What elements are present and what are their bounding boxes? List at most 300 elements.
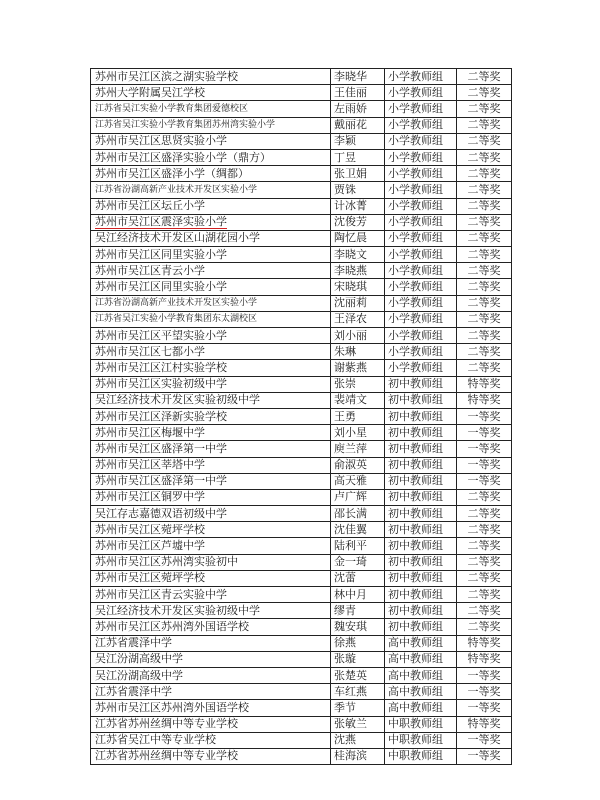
cell-group [385,360,457,376]
name-text: 戴丽花 [334,118,367,132]
table-row [91,182,512,198]
cell-award [457,311,512,327]
cell-group [385,376,457,392]
cell-award [457,441,512,457]
name-text: 金一琦 [334,555,367,569]
cell-school [91,85,331,101]
cell-award [457,425,512,441]
award-text: 特等奖 [467,636,501,650]
group-text: 小学教师组 [388,360,443,374]
cell-name [331,635,385,651]
cell-award [457,392,512,408]
cell-school [91,684,331,700]
award-text: 特等奖 [467,377,501,391]
cell-group [385,441,457,457]
award-text: 二等奖 [467,539,501,553]
cell-name [331,392,385,408]
group-text: 高中教师组 [388,636,443,650]
table-row [91,554,512,570]
name-text: 庾兰萍 [334,441,367,455]
school-text: 苏州市吴江区实验初级中学 [95,377,227,391]
table-row [91,263,512,279]
group-text: 小学教师组 [388,231,443,245]
cell-name [331,473,385,489]
cell-award [457,85,512,101]
cell-group [385,425,457,441]
name-text: 陆利平 [334,539,367,553]
school-text: 吴江存志嘉德双语初级中学 [95,506,227,520]
cell-name [331,554,385,570]
cell-award [457,263,512,279]
cell-award [457,603,512,619]
school-text: 吴江汾湖高级中学 [95,652,183,666]
cell-school [91,716,331,732]
cell-school [91,69,331,85]
cell-school [91,489,331,505]
cell-name [331,408,385,424]
school-text: 吴江汾湖高级中学 [95,668,183,682]
table-row [91,700,512,716]
school-text: 江苏省吴江中等专业学校 [95,733,216,747]
cell-award [457,667,512,683]
name-text: 徐燕 [334,636,356,650]
award-text: 二等奖 [467,166,501,180]
school-text: 苏州市吴江区苏州湾外国语学校 [95,700,249,714]
award-text: 一等奖 [467,733,501,747]
school-text: 苏州市吴江区七都小学 [95,344,205,358]
award-text: 二等奖 [467,182,501,196]
award-text: 一等奖 [467,700,501,714]
cell-school [91,570,331,586]
cell-group [385,149,457,165]
group-text: 中职教师组 [388,733,443,747]
cell-group [385,69,457,85]
name-text: 沈蕾 [334,571,356,585]
name-text: 丁昱 [334,150,356,164]
name-text: 王佳丽 [334,85,367,99]
school-text: 江苏省苏州丝绸中等专业学校 [95,717,238,731]
cell-school [91,554,331,570]
cell-award [457,635,512,651]
cell-school [91,133,331,149]
cell-group [385,732,457,748]
name-text: 沈燕 [334,733,356,747]
school-text: 苏州市吴江区青云小学 [95,263,205,277]
name-text: 李晓文 [334,247,367,261]
school-text: 江苏省吴江实验小学教育集团东太湖校区 [95,314,258,325]
cell-school [91,247,331,263]
cell-group [385,603,457,619]
cell-award [457,295,512,311]
school-text: 苏州市吴江区菀坪学校 [95,571,205,585]
group-text: 小学教师组 [388,280,443,294]
award-text: 特等奖 [467,393,501,407]
award-text: 二等奖 [467,134,501,148]
cell-name [331,732,385,748]
cell-award [457,732,512,748]
cell-group [385,117,457,133]
award-text: 一等奖 [467,684,501,698]
cell-school [91,619,331,635]
cell-name [331,441,385,457]
school-text: 苏州市吴江区平望实验小学 [95,328,227,342]
cell-award [457,328,512,344]
cell-group [385,554,457,570]
group-text: 小学教师组 [388,263,443,277]
cell-name [331,684,385,700]
group-text: 小学教师组 [388,182,443,196]
name-text: 陶忆晨 [334,231,367,245]
cell-school [91,635,331,651]
name-text: 车红燕 [334,684,367,698]
cell-name [331,457,385,473]
name-text: 宋晓琪 [334,280,367,294]
cell-group [385,408,457,424]
school-text: 苏州市吴江区梅堰中学 [95,425,205,439]
school-text: 吴江经济技术开发区山湖花园小学 [95,231,260,245]
table-row [91,85,512,101]
cell-group [385,635,457,651]
cell-name [331,311,385,327]
table-row [91,166,512,182]
cell-school [91,230,331,246]
cell-group [385,101,457,117]
cell-name [331,101,385,117]
cell-school [91,198,331,214]
cell-award [457,247,512,263]
award-text: 二等奖 [467,280,501,294]
cell-name [331,214,385,230]
cell-school [91,117,331,133]
cell-group [385,748,457,764]
cell-group [385,328,457,344]
cell-school [91,408,331,424]
school-text: 苏州市吴江区滨之湖实验学校 [95,69,238,83]
group-text: 初中教师组 [388,587,443,601]
cell-award [457,700,512,716]
group-text: 高中教师组 [388,652,443,666]
cell-award [457,716,512,732]
award-text: 特等奖 [467,652,501,666]
table-row [91,117,512,133]
name-text: 李颖 [334,134,356,148]
table-row [91,376,512,392]
cell-award [457,279,512,295]
cell-group [385,279,457,295]
table-row [91,684,512,700]
award-text: 二等奖 [467,85,501,99]
table-row [91,425,512,441]
group-text: 初中教师组 [388,474,443,488]
group-text: 小学教师组 [388,199,443,213]
name-text: 张璇 [334,652,356,666]
group-text: 初中教师组 [388,409,443,423]
award-text: 二等奖 [467,231,501,245]
cell-school [91,279,331,295]
table-row [91,506,512,522]
cell-award [457,473,512,489]
cell-group [385,133,457,149]
award-text: 二等奖 [467,587,501,601]
school-text: 江苏省汾湖高新产业技术开发区实验小学 [95,298,258,309]
group-text: 初中教师组 [388,619,443,633]
table-row [91,522,512,538]
table-row [91,603,512,619]
name-text: 俞淑英 [334,458,367,472]
group-text: 初中教师组 [388,603,443,617]
table-row [91,392,512,408]
cell-name [331,85,385,101]
cell-award [457,133,512,149]
cell-group [385,198,457,214]
group-text: 中职教师组 [388,749,443,763]
group-text: 初中教师组 [388,571,443,585]
award-text: 二等奖 [467,215,501,229]
cell-award [457,619,512,635]
group-text: 初中教师组 [388,425,443,439]
group-text: 小学教师组 [388,134,443,148]
cell-group [385,85,457,101]
name-text: 季节 [334,700,356,714]
group-text: 小学教师组 [388,247,443,261]
cell-group [385,247,457,263]
cell-school [91,473,331,489]
cell-award [457,570,512,586]
school-text: 江苏省震泽中学 [95,684,172,698]
cell-name [331,651,385,667]
cell-school [91,700,331,716]
cell-award [457,166,512,182]
cell-group [385,700,457,716]
cell-name [331,570,385,586]
cell-group [385,489,457,505]
cell-school [91,506,331,522]
cell-school [91,603,331,619]
table-row [91,344,512,360]
cell-award [457,554,512,570]
school-text: 江苏省汾湖高新产业技术开发区实验小学 [95,184,258,195]
group-text: 小学教师组 [388,296,443,310]
school-text: 苏州市吴江区苏州湾实验初中 [95,555,238,569]
school-text: 苏州市吴江区铜罗中学 [95,490,205,504]
table-row [91,457,512,473]
school-text: 吴江经济技术开发区实验初级中学 [95,603,260,617]
name-text: 刘小星 [334,425,367,439]
cell-group [385,587,457,603]
name-text: 沈佳翼 [334,522,367,536]
group-text: 小学教师组 [388,328,443,342]
table-row [91,311,512,327]
table-row [91,570,512,586]
cell-school [91,182,331,198]
cell-award [457,748,512,764]
award-text: 二等奖 [467,312,501,326]
cell-name [331,700,385,716]
cell-school [91,425,331,441]
name-text: 高天雅 [334,474,367,488]
school-text: 苏州市吴江区芦墟中学 [95,539,205,553]
cell-school [91,311,331,327]
name-text: 张崇 [334,377,356,391]
award-text: 一等奖 [467,441,501,455]
award-text: 一等奖 [467,425,501,439]
award-text: 特等奖 [467,717,501,731]
group-text: 高中教师组 [388,668,443,682]
cell-group [385,473,457,489]
cell-group [385,166,457,182]
award-text: 二等奖 [467,199,501,213]
award-text: 二等奖 [467,360,501,374]
cell-school [91,344,331,360]
award-text: 二等奖 [467,490,501,504]
school-text: 苏州市吴江区同里实验小学 [95,247,227,261]
group-text: 小学教师组 [388,215,443,229]
cell-name [331,166,385,182]
cell-group [385,651,457,667]
award-text: 一等奖 [467,409,501,423]
group-text: 小学教师组 [388,69,443,83]
cell-group [385,311,457,327]
cell-group [385,263,457,279]
group-text: 小学教师组 [388,85,443,99]
name-text: 谢紫燕 [334,360,367,374]
group-text: 小学教师组 [388,150,443,164]
cell-school [91,376,331,392]
award-text: 二等奖 [467,118,501,132]
cell-name [331,506,385,522]
award-text: 二等奖 [467,263,501,277]
table-row [91,587,512,603]
name-text: 李晓燕 [334,263,367,277]
cell-name [331,295,385,311]
cell-name [331,489,385,505]
award-text: 二等奖 [467,296,501,310]
cell-group [385,230,457,246]
name-text: 左雨娇 [334,101,367,115]
group-text: 小学教师组 [388,312,443,326]
cell-name [331,69,385,85]
cell-school [91,538,331,554]
cell-name [331,667,385,683]
name-text: 魏安琪 [334,619,367,633]
cell-name [331,230,385,246]
award-text: 二等奖 [467,522,501,536]
name-text: 李晓华 [334,69,367,83]
award-text: 二等奖 [467,603,501,617]
cell-award [457,506,512,522]
cell-group [385,457,457,473]
cell-award [457,69,512,85]
cell-name [331,328,385,344]
cell-award [457,117,512,133]
group-text: 小学教师组 [388,101,443,115]
name-text: 桂海滨 [334,749,367,763]
award-text: 二等奖 [467,328,501,342]
table-row [91,328,512,344]
cell-award [457,182,512,198]
table-row [91,619,512,635]
award-text: 二等奖 [467,150,501,164]
cell-name [331,344,385,360]
group-text: 初中教师组 [388,441,443,455]
group-text: 初中教师组 [388,522,443,536]
table-row [91,667,512,683]
group-text: 初中教师组 [388,506,443,520]
award-text: 一等奖 [467,668,501,682]
cell-name [331,182,385,198]
school-text: 苏州市吴江区莘塔中学 [95,458,205,472]
cell-school [91,295,331,311]
name-text: 计冰菁 [334,199,367,213]
table-row [91,133,512,149]
school-text: 江苏省苏州丝绸中等专业学校 [95,749,238,763]
cell-school [91,748,331,764]
name-text: 朱琳 [334,344,356,358]
table-row [91,360,512,376]
cell-name [331,538,385,554]
school-text: 苏州市吴江区青云实验中学 [95,587,227,601]
table-row [91,295,512,311]
name-text: 张楚英 [334,668,367,682]
cell-school [91,328,331,344]
table-row [91,69,512,85]
cell-name [331,279,385,295]
school-text: 苏州市吴江区盛泽第一中学 [95,474,227,488]
cell-school [91,522,331,538]
cell-school [91,101,331,117]
school-text: 苏州市吴江区盛泽第一中学 [95,441,227,455]
school-text: 江苏省震泽中学 [95,636,172,650]
school-text: 苏州市吴江区菀坪学校 [95,522,205,536]
cell-award [457,587,512,603]
name-text: 刘小丽 [334,328,367,342]
table-row [91,635,512,651]
group-text: 初中教师组 [388,458,443,472]
school-text: 江苏省吴江实验小学教育集团苏州湾实验小学 [95,120,276,131]
award-text: 二等奖 [467,619,501,633]
name-text: 王勇 [334,409,356,423]
name-text: 裴靖文 [334,393,367,407]
award-text: 二等奖 [467,506,501,520]
cell-school [91,457,331,473]
group-text: 初中教师组 [388,490,443,504]
cell-award [457,684,512,700]
cell-name [331,263,385,279]
school-text: 苏州市吴江区江村实验学校 [95,360,227,374]
school-text: 苏州市吴江区震泽实验小学 [95,215,227,229]
cell-group [385,344,457,360]
table-row [91,279,512,295]
cell-award [457,149,512,165]
table-row [91,651,512,667]
cell-name [331,587,385,603]
name-text: 张敏兰 [334,717,367,731]
cell-award [457,376,512,392]
cell-school [91,392,331,408]
cell-school [91,360,331,376]
award-text: 二等奖 [467,101,501,115]
name-text: 林中月 [334,587,367,601]
school-text: 苏州市吴江区苏州湾外国语学校 [95,619,249,633]
name-text: 邵长满 [334,506,367,520]
cell-school [91,149,331,165]
award-text: 二等奖 [467,69,501,83]
cell-school [91,214,331,230]
table-row [91,198,512,214]
cell-school [91,651,331,667]
table-row [91,408,512,424]
cell-group [385,570,457,586]
